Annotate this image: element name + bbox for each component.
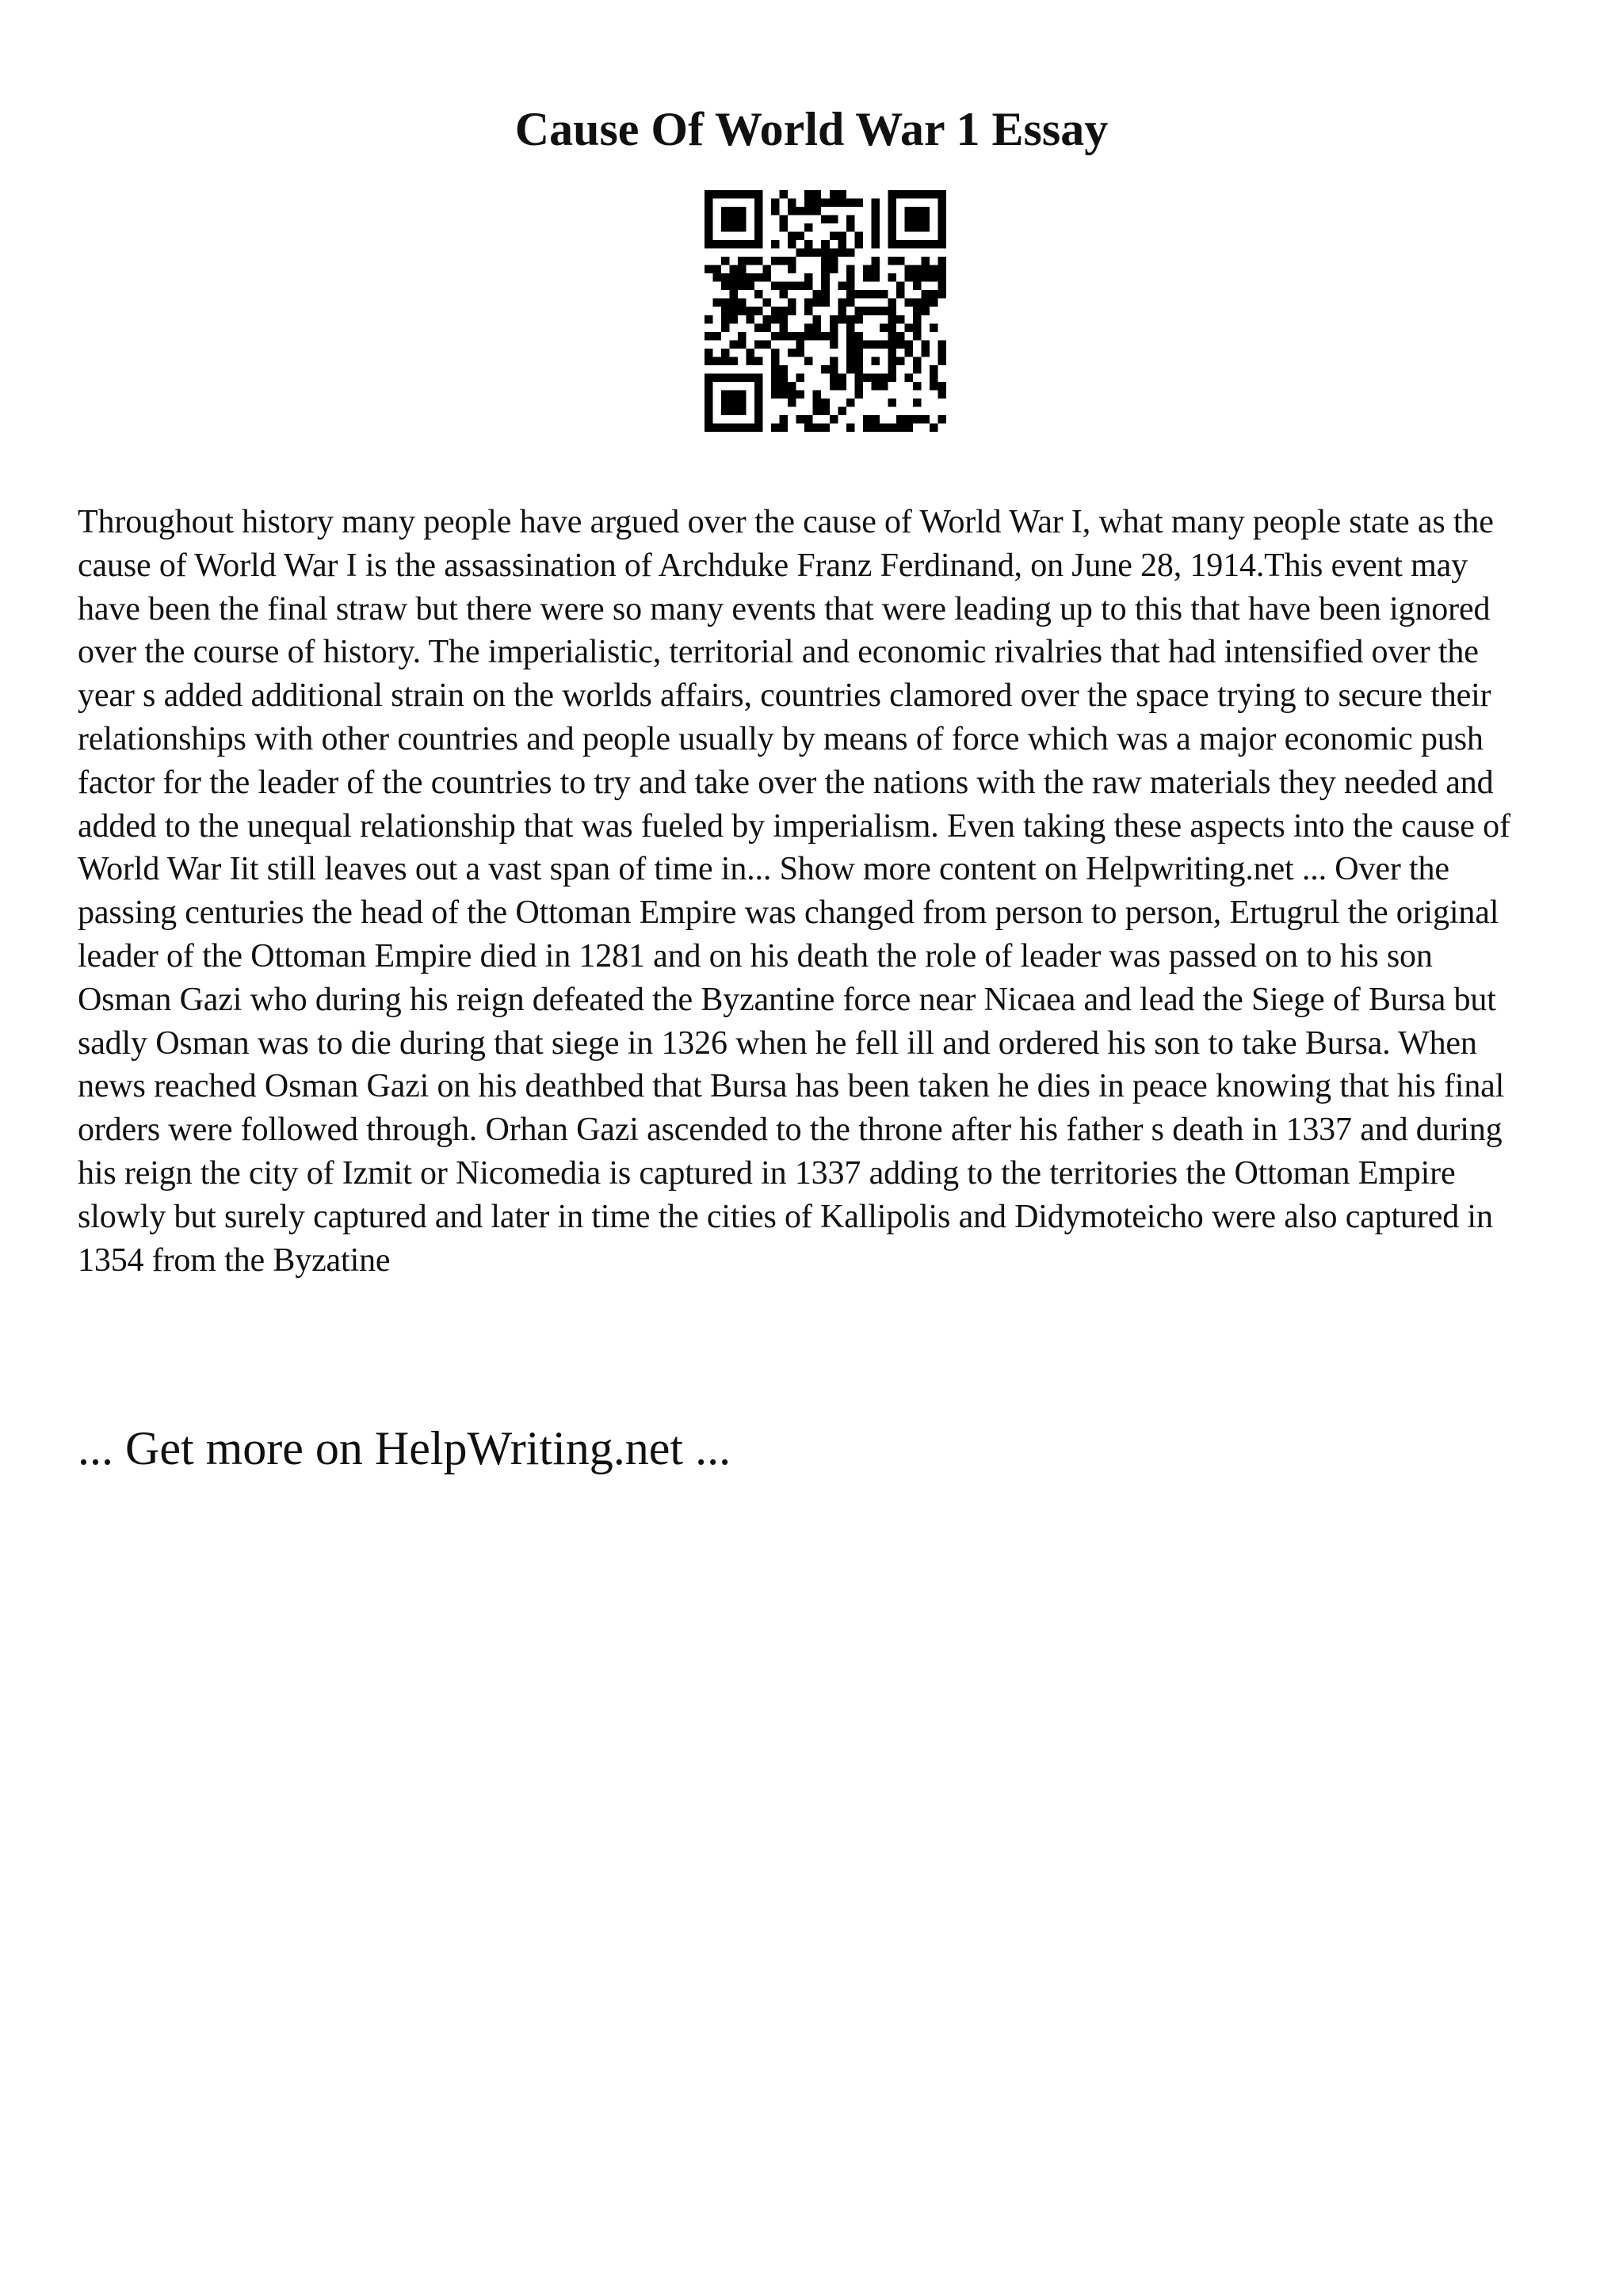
document-title: Cause Of World War 1 Essay — [514, 103, 1109, 155]
qr-code-icon — [705, 190, 946, 432]
essay-body-text: Throughout history many people have argued over the cause of World War I, what many people state as the cause of World War I is the assassination of Archduke Franz Ferdinand, on June 28, 1914.This event may have been the final straw but there were so many events that were leading up to this that have been ignored over the course of history. The imperialistic, territorial and economic rivalries that had intensified over the year s added additional strain on the worlds affairs, countries clamored over the space trying to secure their relationships with other countries and people usually by means of force which was a major economic push factor for the leader of the countries to try and take over the nations with the raw materials they needed and added to the unequal relationship that was fueled by imperialism. Even taking these aspects into the cause of World War Iit still leaves out a vast span of time in... Show more content on Helpwriting.net ... Over the passing centuries the head of the Ottoman Empire was changed from person to person, Ertugrul the original leader of the Ottoman Empire died in 1281 and on his death the role of leader was passed on to his son Osman Gazi who during his reign defeated the Byzantine force near Nicaea and lead the Siege of Bursa but sadly Osman was to die during that siege in 1326 when he fell ill and ordered his son to take Bursa. When news reached Osman Gazi on his deathbed that Bursa has been taken he dies in peace knowing that his final orders were followed through. Orhan Gazi ascended to the throne after his father s death in 1337 and during his reign the city of Izmit or Nicomedia is captured in 1337 adding to the territories the Ottoman Empire slowly but surely captured and later in time the cities of Kallipolis and Didymoteicho were also captured in 1354 from the Byzatine — [78, 504, 1510, 1279]
get-more-link[interactable]: ... Get more on HelpWriting.net ... — [78, 1422, 731, 1474]
